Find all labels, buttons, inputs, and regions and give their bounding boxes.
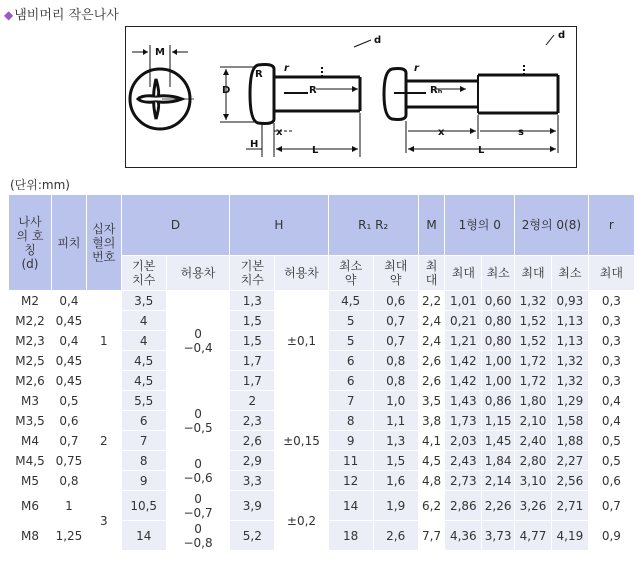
cell-R-max: 1,3	[373, 431, 418, 451]
sub-M-max: 최대	[418, 256, 445, 291]
cell-H-basic: 1,3	[230, 291, 275, 311]
cell-t1-max: 2,03	[445, 431, 482, 451]
cell-t2-min: 2,56	[551, 471, 588, 491]
cell-R-max: 1,0	[373, 391, 418, 411]
cell-r-max: 0,4	[588, 391, 634, 411]
header-r: r	[588, 195, 634, 256]
cell-D-tolerance: 0 −0,6	[166, 451, 230, 491]
cell-H-basic: 1,7	[230, 351, 275, 371]
cell-R-min: 11	[328, 451, 373, 471]
cell-t1-min: 1,45	[482, 431, 515, 451]
cell-t2-min: 4,19	[551, 521, 588, 551]
cell-R-max: 1,9	[373, 491, 418, 521]
cell-M-max: 2,6	[418, 371, 445, 391]
cell-r-max: 0,3	[588, 311, 634, 331]
sub-D-tol: 허용차	[166, 256, 230, 291]
cell-t2-max: 1,32	[515, 291, 552, 311]
cell-nominal: M6	[9, 491, 52, 521]
cell-M-max: 6,2	[418, 491, 445, 521]
cell-M-max: 2,2	[418, 291, 445, 311]
sub-t2-min: 최소	[551, 256, 588, 291]
cell-nominal: M4,5	[9, 451, 52, 471]
cell-H-basic: 5,2	[230, 521, 275, 551]
cell-t2-max: 3,26	[515, 491, 552, 521]
cell-cross-number: 1	[86, 291, 121, 391]
sub-H-basic: 기본 치수	[230, 256, 275, 291]
cell-H-tolerance: ±0,2	[275, 491, 328, 551]
cell-t1-min: 1,00	[482, 371, 515, 391]
cell-t1-max: 1,73	[445, 411, 482, 431]
cell-M-max: 4,5	[418, 451, 445, 471]
top-view	[130, 45, 194, 129]
cell-t2-min: 1,29	[551, 391, 588, 411]
cell-R-max: 0,8	[373, 371, 418, 391]
cell-D-tolerance: 0 −0,8	[166, 521, 230, 551]
cell-pitch: 0,5	[52, 391, 87, 411]
label-R-left: R	[255, 69, 263, 80]
cell-R-max: 0,7	[373, 311, 418, 331]
cell-r-max: 0,3	[588, 291, 634, 311]
cell-D-basic: 9	[121, 471, 166, 491]
cell-H-basic: 1,7	[230, 371, 275, 391]
header-pitch: 피치	[52, 195, 87, 291]
label-x-1: x	[276, 127, 283, 138]
label-d-2: d	[558, 30, 566, 41]
header-D: D	[121, 195, 230, 256]
label-L-1: L	[312, 145, 319, 156]
label-d-1: d	[374, 35, 382, 46]
cell-r-max: 0,5	[588, 451, 634, 471]
cell-t1-min: 1,84	[482, 451, 515, 471]
cell-t1-min: 2,14	[482, 471, 515, 491]
sub-t1-max: 최대	[445, 256, 482, 291]
cell-R-max: 1,1	[373, 411, 418, 431]
cell-t1-min: 0,60	[482, 291, 515, 311]
cell-pitch: 0,7	[52, 431, 87, 451]
cell-r-max: 0,6	[588, 471, 634, 491]
header-H: H	[230, 195, 328, 256]
header-type2: 2형의 0(8)	[515, 195, 589, 256]
cell-D-tolerance: 0 −0,7	[166, 491, 230, 521]
cell-pitch: 0,4	[52, 291, 87, 311]
sub-R-min: 최소 약	[328, 256, 373, 291]
cell-pitch: 0,4	[52, 331, 87, 351]
cell-t2-max: 1,52	[515, 311, 552, 331]
cell-H-tolerance: ±0,15	[275, 391, 328, 491]
cell-t2-min: 1,32	[551, 371, 588, 391]
cell-H-basic: 2,6	[230, 431, 275, 451]
cell-H-basic: 1,5	[230, 331, 275, 351]
cell-D-basic: 8	[121, 451, 166, 471]
cell-R-min: 8	[328, 411, 373, 431]
cell-H-basic: 2,3	[230, 411, 275, 431]
cell-D-basic: 4,5	[121, 351, 166, 371]
cell-R-min: 4,5	[328, 291, 373, 311]
cell-pitch: 1	[52, 491, 87, 521]
cell-t1-max: 1,42	[445, 351, 482, 371]
cell-D-basic: 5,5	[121, 391, 166, 411]
cell-cross-number: 2	[86, 391, 121, 491]
cell-t2-min: 1,58	[551, 411, 588, 431]
sub-R-max: 최대 약	[373, 256, 418, 291]
label-L-2: L	[478, 145, 485, 156]
cell-D-basic: 4	[121, 331, 166, 351]
header-nominal: 나사의 호칭 (d)	[9, 195, 52, 291]
cell-pitch: 0,8	[52, 471, 87, 491]
cell-t2-max: 4,77	[515, 521, 552, 551]
table-row	[9, 491, 635, 521]
cell-nominal: M2,6	[9, 371, 52, 391]
cell-t2-min: 2,71	[551, 491, 588, 521]
cell-M-max: 2,4	[418, 331, 445, 351]
label-M: M	[155, 47, 165, 58]
label-D: D	[222, 85, 231, 96]
cell-H-basic: 3,9	[230, 491, 275, 521]
side-view-type2	[384, 30, 565, 156]
side-view-type1	[220, 35, 381, 157]
cell-pitch: 1,25	[52, 521, 87, 551]
cell-R-min: 6	[328, 371, 373, 391]
cell-R-max: 1,6	[373, 471, 418, 491]
cell-r-max: 0,9	[588, 521, 634, 551]
cell-nominal: M5	[9, 471, 52, 491]
label-Rh: Rₕ	[430, 85, 443, 96]
screw-drawing	[125, 26, 577, 168]
header-type1: 1형의 0	[445, 195, 515, 256]
cell-D-basic: 7	[121, 431, 166, 451]
sub-r-max: 최대	[588, 256, 634, 291]
cell-pitch: 0,75	[52, 451, 87, 471]
label-x-2: x	[438, 127, 445, 138]
cell-t2-min: 1,32	[551, 351, 588, 371]
cell-r-max: 0,4	[588, 411, 634, 431]
diamond-bullet-icon: ◆	[4, 8, 14, 22]
page-title	[4, 4, 119, 23]
cell-t1-max: 1,43	[445, 391, 482, 411]
cell-t2-max: 1,52	[515, 331, 552, 351]
cell-R-min: 14	[328, 491, 373, 521]
cell-D-basic: 14	[121, 521, 166, 551]
cell-nominal: M3,5	[9, 411, 52, 431]
cell-R-max: 2,6	[373, 521, 418, 551]
cell-t1-min: 1,15	[482, 411, 515, 431]
cell-R-min: 5	[328, 331, 373, 351]
label-s: s	[518, 127, 524, 138]
cell-t2-max: 2,10	[515, 411, 552, 431]
cell-M-max: 7,7	[418, 521, 445, 551]
cell-t1-max: 2,73	[445, 471, 482, 491]
sub-t1-min: 최소	[482, 256, 515, 291]
cell-r-max: 0,3	[588, 351, 634, 371]
cell-t1-max: 2,86	[445, 491, 482, 521]
cell-t1-max: 4,36	[445, 521, 482, 551]
cell-nominal: M4	[9, 431, 52, 451]
label-R: R	[309, 85, 317, 96]
cell-H-basic: 1,5	[230, 311, 275, 331]
cell-r-max: 0,3	[588, 331, 634, 351]
cell-t1-max: 1,01	[445, 291, 482, 311]
cell-M-max: 3,5	[418, 391, 445, 411]
cell-R-max: 0,6	[373, 291, 418, 311]
cell-D-basic: 4,5	[121, 371, 166, 391]
header-M: M	[418, 195, 445, 256]
table-row	[9, 291, 635, 311]
cell-H-basic: 3,3	[230, 471, 275, 491]
cell-R-min: 7	[328, 391, 373, 411]
cell-R-max: 1,5	[373, 451, 418, 471]
cell-t1-min: 0,86	[482, 391, 515, 411]
cell-pitch: 0,6	[52, 411, 87, 431]
cell-H-tolerance: ±0,1	[275, 291, 328, 391]
cell-t2-min: 1,13	[551, 331, 588, 351]
cell-D-basic: 3,5	[121, 291, 166, 311]
table-row	[9, 391, 635, 411]
cell-D-basic: 6	[121, 411, 166, 431]
cell-M-max: 4,8	[418, 471, 445, 491]
cell-M-max: 2,6	[418, 351, 445, 371]
cell-R-max: 0,8	[373, 351, 418, 371]
sub-H-tol: 허용차	[275, 256, 328, 291]
cell-nominal: M8	[9, 521, 52, 551]
cell-t1-max: 1,42	[445, 371, 482, 391]
cell-D-basic: 4	[121, 311, 166, 331]
cell-t1-min: 0,80	[482, 311, 515, 331]
sub-D-basic: 기본 치수	[121, 256, 166, 291]
cell-R-min: 6	[328, 351, 373, 371]
cell-t2-max: 1,72	[515, 351, 552, 371]
sub-t2-max: 최대	[515, 256, 552, 291]
cell-t1-min: 2,26	[482, 491, 515, 521]
cell-t1-max: 1,21	[445, 331, 482, 351]
header-cross-recess: 십자 혈의 번호	[86, 195, 121, 291]
cell-r-max: 0,3	[588, 371, 634, 391]
cell-pitch: 0,45	[52, 351, 87, 371]
cell-t2-max: 1,72	[515, 371, 552, 391]
cell-t2-max: 3,10	[515, 471, 552, 491]
cell-t2-max: 2,80	[515, 451, 552, 471]
cell-H-basic: 2,9	[230, 451, 275, 471]
cell-t1-min: 0,80	[482, 331, 515, 351]
label-r-1: r	[284, 63, 289, 74]
cell-t2-max: 2,40	[515, 431, 552, 451]
label-r-2: r	[414, 63, 419, 74]
title-text: 냄비머리 작은나사	[14, 8, 119, 23]
cell-M-max: 2,4	[418, 311, 445, 331]
cell-t2-min: 1,88	[551, 431, 588, 451]
cell-D-basic: 10,5	[121, 491, 166, 521]
cell-t2-min: 2,27	[551, 451, 588, 471]
spec-table	[8, 194, 635, 551]
cell-R-min: 5	[328, 311, 373, 331]
cell-t1-max: 0,21	[445, 311, 482, 331]
label-H: H	[250, 139, 259, 150]
cell-pitch: 0,45	[52, 311, 87, 331]
cell-R-min: 18	[328, 521, 373, 551]
cell-t1-max: 2,43	[445, 451, 482, 471]
cell-R-min: 9	[328, 431, 373, 451]
cell-R-max: 0,7	[373, 331, 418, 351]
unit-label: (단위:mm)	[10, 178, 70, 192]
cell-nominal: M2,2	[9, 311, 52, 331]
cell-nominal: M2,5	[9, 351, 52, 371]
cell-t2-max: 1,80	[515, 391, 552, 411]
cell-r-max: 0,7	[588, 491, 634, 521]
cell-D-tolerance: 0 −0,5	[166, 391, 230, 451]
cell-t1-min: 3,73	[482, 521, 515, 551]
cell-R-min: 12	[328, 471, 373, 491]
cell-t1-min: 1,00	[482, 351, 515, 371]
cell-pitch: 0,45	[52, 371, 87, 391]
cell-nominal: M2,3	[9, 331, 52, 351]
cell-r-max: 0,5	[588, 431, 634, 451]
cell-t2-min: 0,93	[551, 291, 588, 311]
cell-t2-min: 1,13	[551, 311, 588, 331]
cell-M-max: 4,1	[418, 431, 445, 451]
cell-H-basic: 2	[230, 391, 275, 411]
header-R: R₁ R₂	[328, 195, 418, 256]
cell-M-max: 3,8	[418, 411, 445, 431]
cell-nominal: M3	[9, 391, 52, 411]
cell-D-tolerance: 0 −0,4	[166, 291, 230, 391]
cell-nominal: M2	[9, 291, 52, 311]
cell-cross-number: 3	[86, 491, 121, 551]
